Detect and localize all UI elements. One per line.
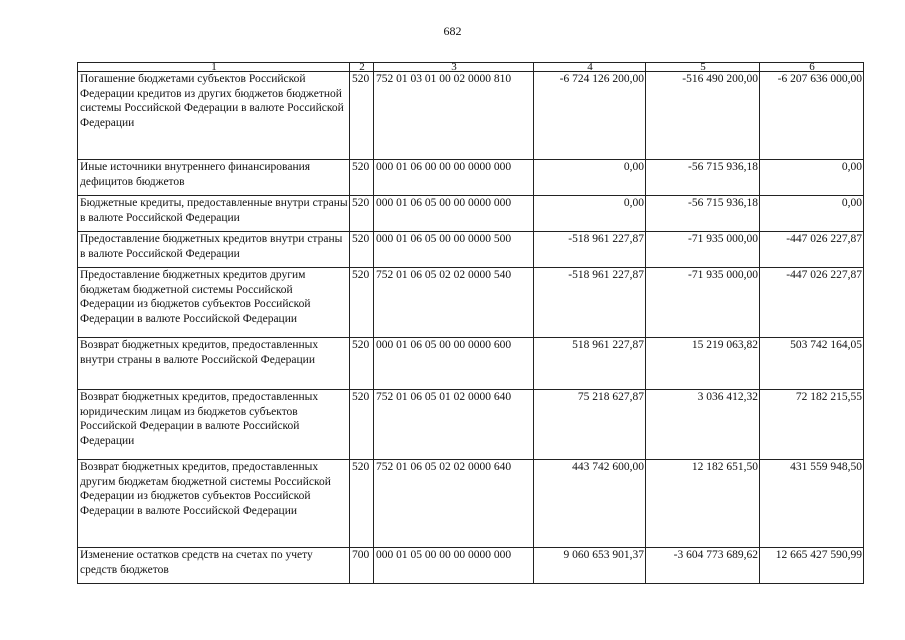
row-value-col5: 12 182 651,50	[646, 460, 760, 548]
table-row	[78, 268, 864, 338]
table-row	[78, 548, 864, 584]
row-value-col5: -3 604 773 689,62	[646, 548, 760, 584]
row-name: Погашение бюджетами субъектов Российской Федерации кредитов из других бюджетов бюджетной системы Российской Федерации в валюте Российской Федерации	[78, 72, 350, 160]
row-budget-code: 000 01 06 05 00 00 0000 500	[374, 232, 534, 268]
column-header-2: 2	[350, 63, 374, 72]
table-row	[78, 232, 864, 268]
row-value-col4: 75 218 627,87	[534, 390, 646, 460]
table-row	[78, 460, 864, 548]
row-admin-code: 520	[350, 390, 374, 460]
row-value-col6: 503 742 164,05	[760, 338, 864, 390]
page-number: 682	[443, 24, 462, 38]
row-value-col6: 72 182 215,55	[760, 390, 864, 460]
row-value-col5: -516 490 200,00	[646, 72, 760, 160]
row-name: Изменение остатков средств на счетах по учету средств бюджетов	[78, 548, 350, 584]
row-admin-code: 520	[350, 460, 374, 548]
row-value-col5: -71 935 000,00	[646, 232, 760, 268]
row-name: Предоставление бюджетных кредитов другим бюджетам бюджетной системы Российской Федерации из бюджетов субъектов Российской Федерации в валюте Российской Федерации	[78, 268, 350, 338]
column-header-6: 6	[760, 63, 864, 72]
row-value-col6: 0,00	[760, 160, 864, 196]
row-budget-code: 752 01 06 05 02 02 0000 540	[374, 268, 534, 338]
row-admin-code: 520	[350, 338, 374, 390]
row-value-col4: 0,00	[534, 196, 646, 232]
row-admin-code: 520	[350, 160, 374, 196]
column-header-5: 5	[646, 63, 760, 72]
row-value-col4: 9 060 653 901,37	[534, 548, 646, 584]
row-name: Возврат бюджетных кредитов, предоставленных юридическим лицам из бюджетов субъектов Российской Федерации в валюте Российской Федерации	[78, 390, 350, 460]
row-value-col5: -56 715 936,18	[646, 196, 760, 232]
row-admin-code: 700	[350, 548, 374, 584]
column-number-header-row	[78, 63, 864, 72]
row-name: Иные источники внутреннего финансирования дефицитов бюджетов	[78, 160, 350, 196]
row-name: Бюджетные кредиты, предоставленные внутри страны в валюте Российской Федерации	[78, 196, 350, 232]
row-value-col6: 431 559 948,50	[760, 460, 864, 548]
row-value-col4: -6 724 126 200,00	[534, 72, 646, 160]
row-budget-code: 752 01 06 05 01 02 0000 640	[374, 390, 534, 460]
row-value-col4: 0,00	[534, 160, 646, 196]
table-row	[78, 338, 864, 390]
row-value-col5: -56 715 936,18	[646, 160, 760, 196]
column-header-4: 4	[534, 63, 646, 72]
row-budget-code: 000 01 06 00 00 00 0000 000	[374, 160, 534, 196]
row-value-col5: -71 935 000,00	[646, 268, 760, 338]
row-value-col4: 518 961 227,87	[534, 338, 646, 390]
row-admin-code: 520	[350, 72, 374, 160]
row-value-col5: 15 219 063,82	[646, 338, 760, 390]
column-header-3: 3	[374, 63, 534, 72]
row-value-col6: -447 026 227,87	[760, 268, 864, 338]
row-budget-code: 752 01 06 05 02 02 0000 640	[374, 460, 534, 548]
row-value-col6: 0,00	[760, 196, 864, 232]
row-name: Возврат бюджетных кредитов, предоставленных внутри страны в валюте Российской Федерации	[78, 338, 350, 390]
table-row	[78, 160, 864, 196]
column-header-1: 1	[78, 63, 350, 72]
row-value-col4: 443 742 600,00	[534, 460, 646, 548]
row-budget-code: 000 01 06 05 00 00 0000 600	[374, 338, 534, 390]
budget-sources-table	[77, 62, 864, 584]
row-budget-code: 752 01 03 01 00 02 0000 810	[374, 72, 534, 160]
row-budget-code: 000 01 06 05 00 00 0000 000	[374, 196, 534, 232]
row-admin-code: 520	[350, 232, 374, 268]
row-value-col4: -518 961 227,87	[534, 232, 646, 268]
row-value-col6: -447 026 227,87	[760, 232, 864, 268]
row-value-col5: 3 036 412,32	[646, 390, 760, 460]
row-value-col4: -518 961 227,87	[534, 268, 646, 338]
row-budget-code: 000 01 05 00 00 00 0000 000	[374, 548, 534, 584]
table-row	[78, 196, 864, 232]
row-admin-code: 520	[350, 268, 374, 338]
row-value-col6: 12 665 427 590,99	[760, 548, 864, 584]
row-name: Возврат бюджетных кредитов, предоставленных другим бюджетам бюджетной системы Российской Федерации из бюджетов субъектов Российской Федерации в валюте Российской Федерации	[78, 460, 350, 548]
table-row	[78, 390, 864, 460]
table-row	[78, 72, 864, 160]
row-admin-code: 520	[350, 196, 374, 232]
row-value-col6: -6 207 636 000,00	[760, 72, 864, 160]
row-name: Предоставление бюджетных кредитов внутри страны в валюте Российской Федерации	[78, 232, 350, 268]
